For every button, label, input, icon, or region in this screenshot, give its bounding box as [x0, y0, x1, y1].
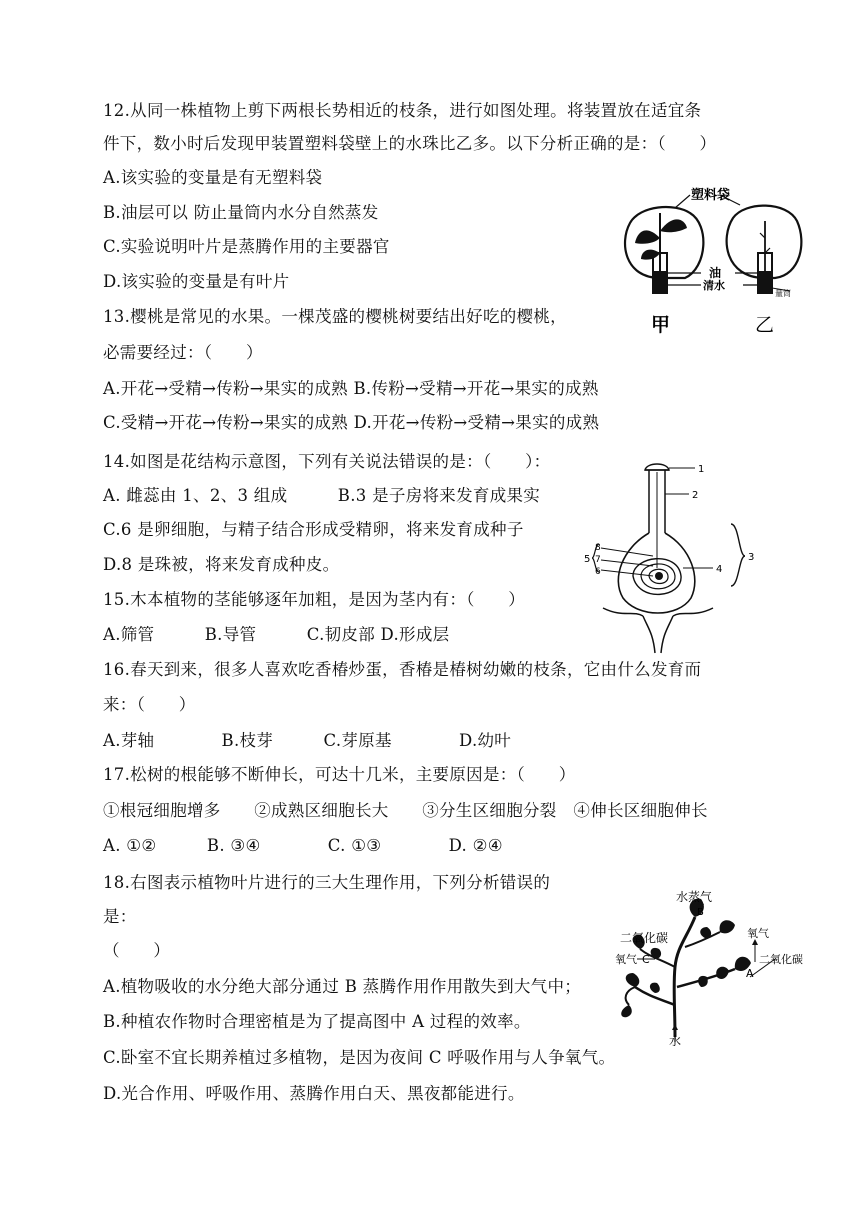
fig14-label-8: 8: [595, 543, 601, 553]
q12-stem-line1: 12.从同一株植物上剪下两根长势相近的枝条，进行如图处理。将装置放在适宜条: [103, 101, 702, 120]
q13-options-line2: C.受精→开花→传粉→果实的成熟 D.开花→传粉→受精→果实的成熟: [103, 413, 600, 432]
fig14-label-7: 7: [595, 555, 601, 565]
q14-option-ab: A. 雌蕊由 1、2、3 组成 B.3 是子房将来发育成果实: [103, 486, 541, 505]
q16-options: A.芽轴 B.枝芽 C.芽原基 D.幼叶: [103, 731, 512, 750]
q18-stem-line3: （ ）: [103, 941, 171, 960]
fig18-label-a: A: [746, 967, 754, 980]
fig14-label-5: 5: [584, 554, 591, 565]
fig12-label-oil: 油: [709, 266, 722, 280]
fig18-label-b: B: [697, 907, 704, 918]
fig12-label-water: 清水: [703, 279, 725, 292]
fig12-label-cylinder: 量筒: [775, 289, 791, 298]
fig12-label-jia: 甲: [651, 314, 671, 335]
q18-option-b: B.种植农作物时合理密植是为了提高图中 A 过程的效率。: [103, 1012, 531, 1031]
q12-option-c: C.实验说明叶片是蒸腾作用的主要器官: [103, 237, 390, 256]
q16-stem-line1: 16.春天到来，很多人喜欢吃香椿炒蛋，香椿是椿树幼嫩的枝条，它由什么发育而: [103, 660, 702, 679]
q14-stem: 14.如图是花结构示意图，下列有关说法错误的是：（ ）：: [103, 452, 551, 471]
q18-option-d: D.光合作用、呼吸作用、蒸腾作用白天、黑夜都能进行。: [103, 1084, 525, 1103]
q14-option-d: D.8 是珠被，将来发育成种皮。: [103, 555, 340, 574]
fig18-label-o2-left: 氧气: [615, 953, 637, 966]
q18-stem-line1: 18.右图表示植物叶片进行的三大生理作用，下列分析错误的: [103, 873, 551, 892]
fig12-label-yi: 乙: [755, 314, 775, 335]
q12-stem-line2: 件下，数小时后发现甲装置塑料袋壁上的水珠比乙多。以下分析正确的是：（ ）: [103, 134, 717, 153]
fig14-label-2: 2: [692, 490, 699, 501]
transpiration-experiment-figure: [615, 183, 815, 335]
q12-option-a: A.该实验的变量是有无塑料袋: [103, 168, 323, 187]
q12-option-d: D.该实验的变量是有叶片: [103, 272, 290, 291]
q14-option-c: C.6 是卵细胞，与精子结合形成受精卵，将来发育成种子: [103, 520, 524, 539]
q18-option-a: A.植物吸收的水分绝大部分通过 B 蒸腾作用作用散失到大气中；: [103, 977, 582, 996]
fig14-label-1: 1: [698, 464, 705, 475]
q13-options-line1: A.开花→受精→传粉→果实的成熟 B.传粉→受精→开花→果实的成熟: [103, 379, 599, 398]
flower-structure-figure: [583, 458, 758, 654]
q17-options: A. ①② B. ③④ C. ①③ D. ②④: [103, 836, 503, 855]
fig14-label-6: 6: [595, 567, 601, 577]
q17-statements: ①根冠细胞增多 ②成熟区细胞长大 ③分生区细胞分裂 ④伸长区细胞伸长: [103, 801, 708, 820]
q15-options: A.筛管 B.导管 C.韧皮部 D.形成层: [103, 625, 450, 644]
fig18-label-vapor: 水蒸气: [676, 890, 713, 904]
fig18-label-c: C: [642, 953, 650, 966]
q18-option-c: C.卧室不宜长期养植过多植物，是因为夜间 C 呼吸作用与人争氧气。: [103, 1048, 616, 1067]
q17-stem: 17.松树的根能够不断伸长，可达十几米，主要原因是：（ ）: [103, 765, 576, 784]
fig18-label-co2-left: 二氧化碳: [620, 931, 669, 945]
fig12-label-bag: 塑料袋: [691, 188, 731, 203]
q13-stem-line1: 13.樱桃是常见的水果。一棵茂盛的樱桃树要结出好吃的樱桃，: [103, 307, 567, 326]
q12-option-b: B.油层可以 防止量筒内水分自然蒸发: [103, 203, 379, 222]
fig14-label-4: 4: [716, 564, 723, 575]
q15-stem: 15.木本植物的茎能够逐年加粗，是因为茎内有：（ ）: [103, 590, 526, 609]
fig18-label-water: 水: [669, 1034, 682, 1047]
q13-stem-line2: 必需要经过：（ ）: [103, 343, 263, 362]
fig18-label-o2-right: 氧气: [747, 927, 769, 940]
fig14-label-3: 3: [748, 552, 755, 563]
fig18-label-co2-right: 二氧化碳: [759, 953, 803, 966]
q18-stem-line2: 是：: [103, 907, 137, 926]
q16-stem-line2: 来：（ ）: [103, 695, 196, 714]
leaf-processes-figure: [615, 887, 815, 1047]
